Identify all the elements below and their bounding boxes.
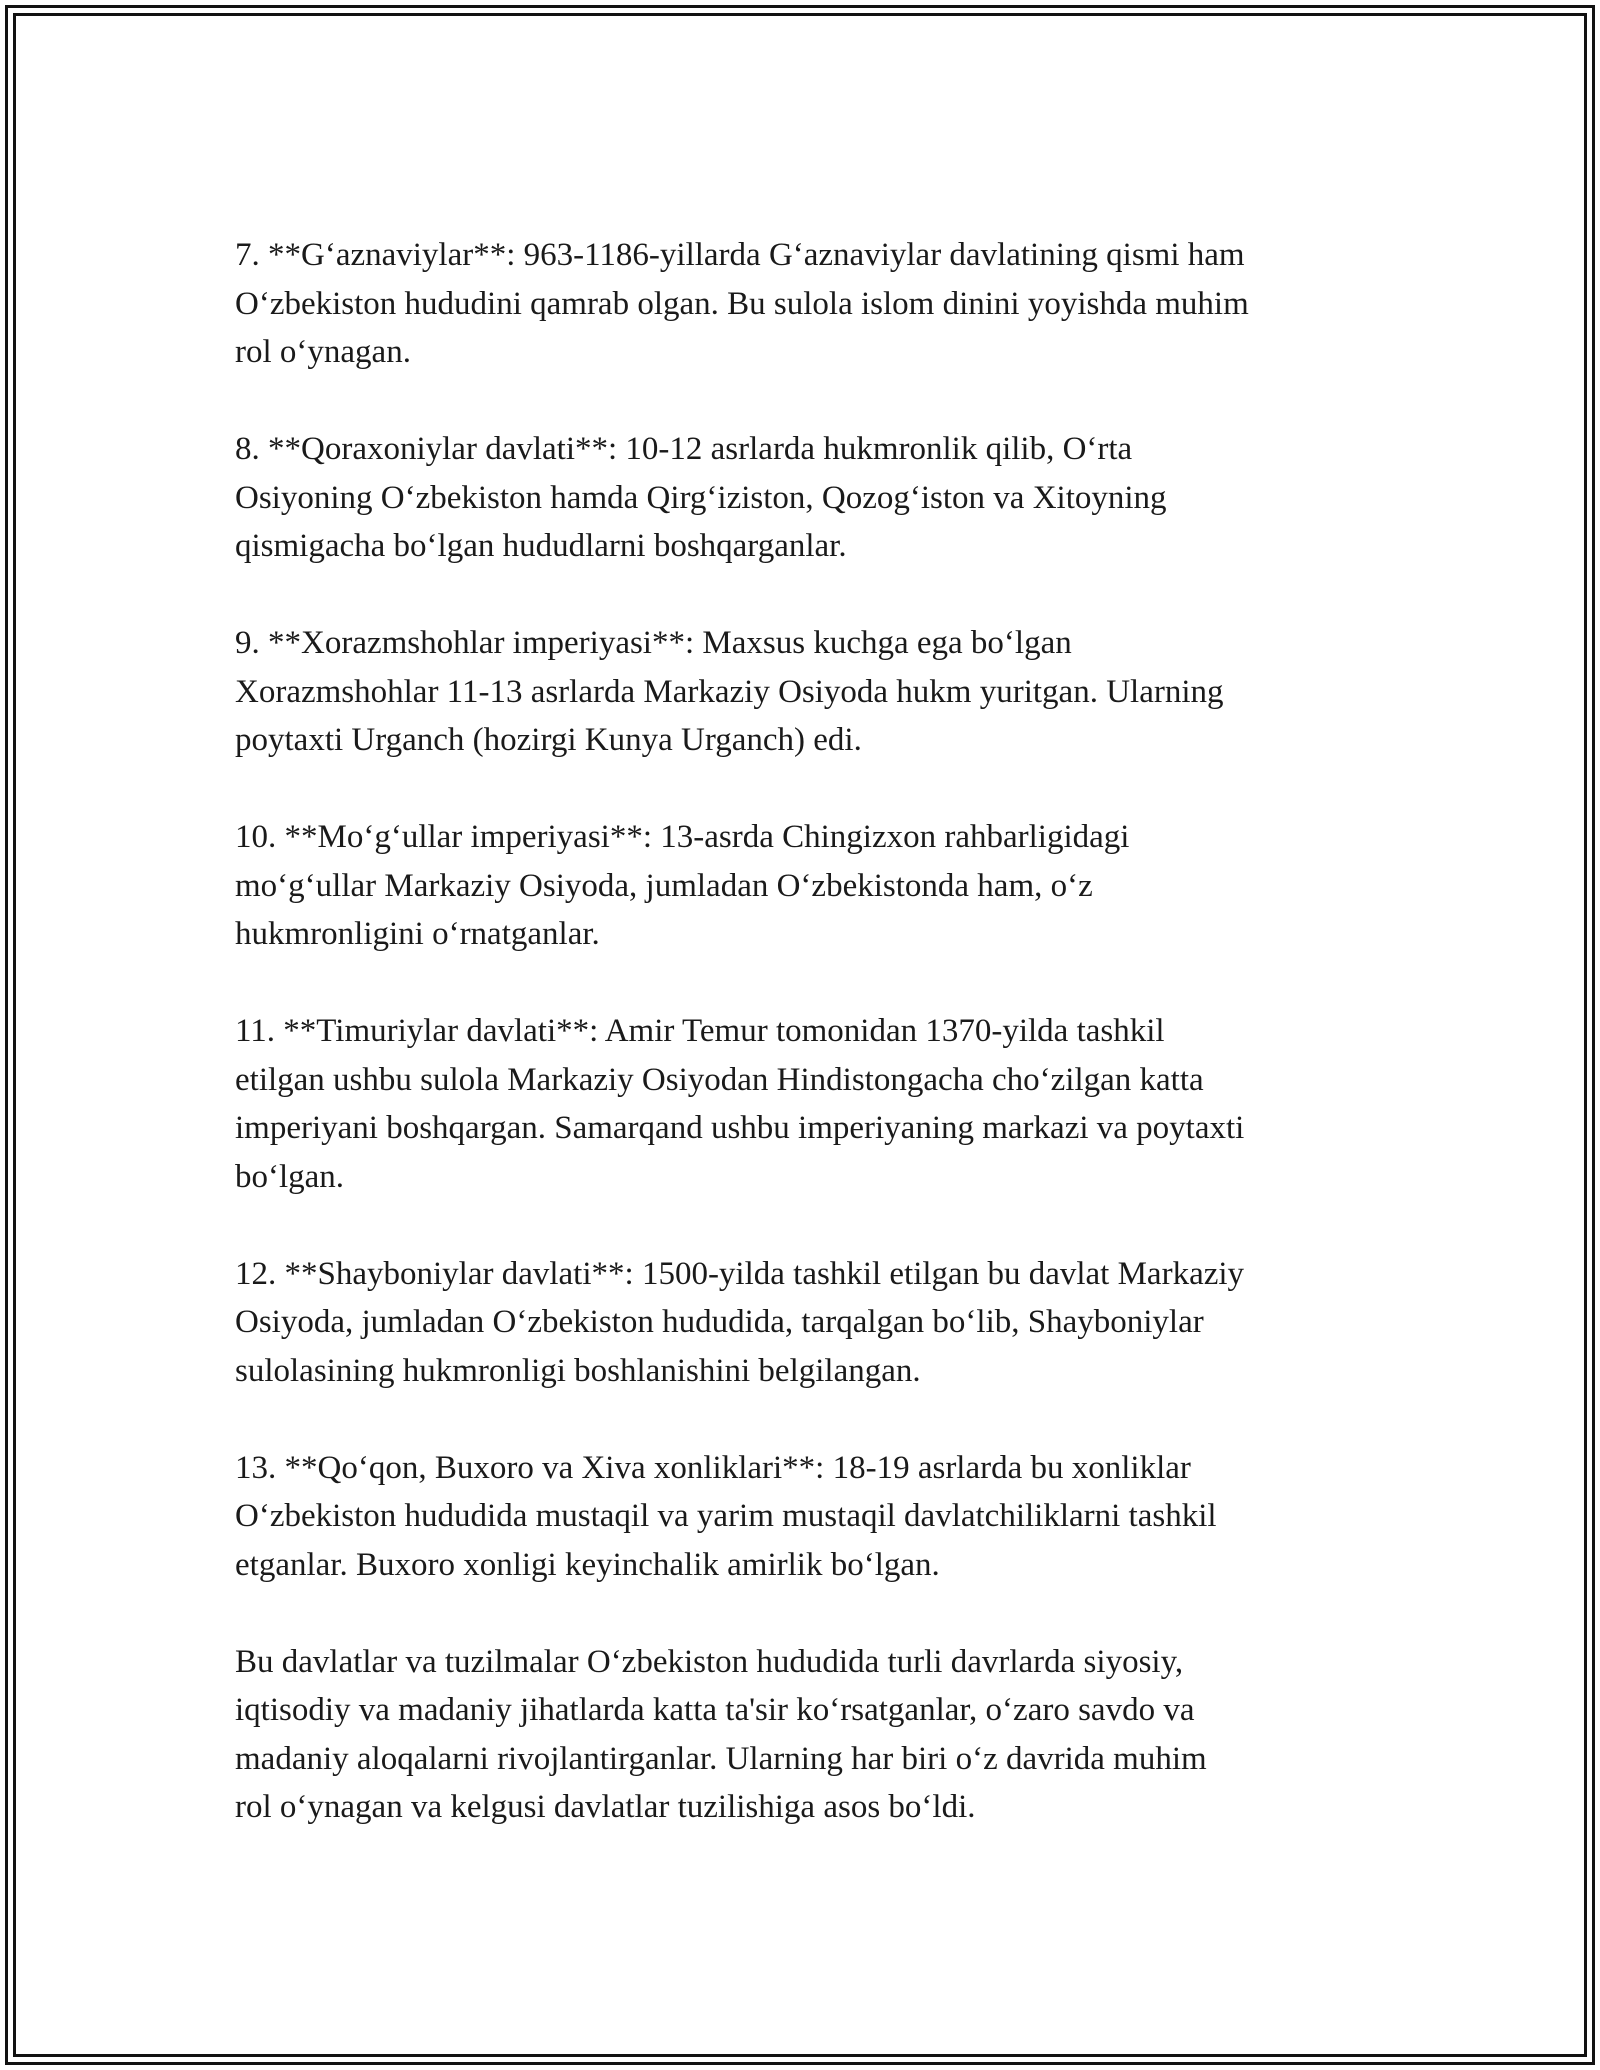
paragraph [235, 1444, 1375, 1590]
text-line: poytaxti Urganch (hozirgi Kunya Urganch) edi. [235, 722, 862, 758]
text-line: 7. **Gʻaznaviylar**: 963-1186-yillarda Gʻaznaviylar davlatining qismi ham [235, 237, 1245, 273]
text-line: etganlar. Buxoro xonligi keyinchalik amirlik boʻlgan. [235, 1546, 940, 1583]
paragraph [235, 1250, 1375, 1396]
text-line: Oʻzbekiston hududida mustaqil va yarim mustaqil davlatchiliklarni tashkil [235, 1498, 1217, 1534]
text-line: rol oʻynagan. [235, 334, 411, 370]
text-line: Osiyoda, jumladan Oʻzbekiston hududida, tarqalgan boʻlib, Shayboniylar [235, 1304, 1204, 1340]
text-line: Oʻzbekiston hududini qamrab olgan. Bu sulola islom dinini yoyishda muhim [235, 285, 1249, 322]
text-line: rol oʻynagan va kelgusi davlatlar tuzilishiga asos boʻldi. [235, 1789, 976, 1825]
text-line: sulolasining hukmronligi boshlanishini belgilangan. [235, 1352, 921, 1389]
text-line: hukmronligini oʻrnatganlar. [235, 916, 600, 952]
paragraph [235, 619, 1375, 765]
document-body [235, 231, 1375, 1880]
text-line: imperiyani boshqargan. Samarqand ushbu imperiyaning markazi va poytaxti [235, 1110, 1245, 1146]
text-line: moʻgʻullar Markaziy Osiyoda, jumladan Oʻzbekistonda ham, oʻz [235, 867, 1093, 904]
text-line: Xorazmshohlar 11-13 asrlarda Markaziy Osiyoda hukm yuritgan. Ularning [235, 673, 1224, 710]
text-line: qismigacha boʻlgan hududlarni boshqarganlar. [235, 528, 847, 564]
paragraph [235, 1007, 1375, 1201]
text-line: 9. **Xorazmshohlar imperiyasi**: Maxsus kuchga ega boʻlgan [235, 625, 1072, 661]
text-line: iqtisodiy va madaniy jihatlarda katta ta'sir koʻrsatganlar, oʻzaro savdo va [235, 1692, 1195, 1728]
paragraph [235, 425, 1375, 571]
paragraph [235, 813, 1375, 959]
text-line: madaniy aloqalarni rivojlantirganlar. Ularning har biri oʻz davrida muhim [235, 1740, 1207, 1777]
text-line: Osiyoning Oʻzbekiston hamda Qirgʻiziston, Qozogʻiston va Xitoyning [235, 479, 1167, 516]
text-line: 10. **Moʻgʻullar imperiyasi**: 13-asrda Chingizxon rahbarligidagi [235, 819, 1130, 855]
text-line: etilgan ushbu sulola Markaziy Osiyodan Hindistongacha choʻzilgan katta [235, 1061, 1204, 1098]
text-line: 12. **Shayboniylar davlati**: 1500-yilda tashkil etilgan bu davlat Markaziy [235, 1255, 1245, 1292]
text-line: Bu davlatlar va tuzilmalar Oʻzbekiston hududida turli davrlarda siyosiy, [235, 1643, 1184, 1680]
text-line: 11. **Timuriylar davlati**: Amir Temur tomonidan 1370-yilda tashkil [235, 1013, 1165, 1049]
text-line: 13. **Qoʻqon, Buxoro va Xiva xonliklari**: 18-19 asrlarda bu xonliklar [235, 1449, 1191, 1486]
text-line: boʻlgan. [235, 1158, 345, 1195]
paragraph [235, 231, 1375, 377]
text-line: 8. **Qoraxoniylar davlati**: 10-12 asrlarda hukmronlik qilib, Oʻrta [235, 431, 1133, 467]
paragraph [235, 1638, 1375, 1832]
